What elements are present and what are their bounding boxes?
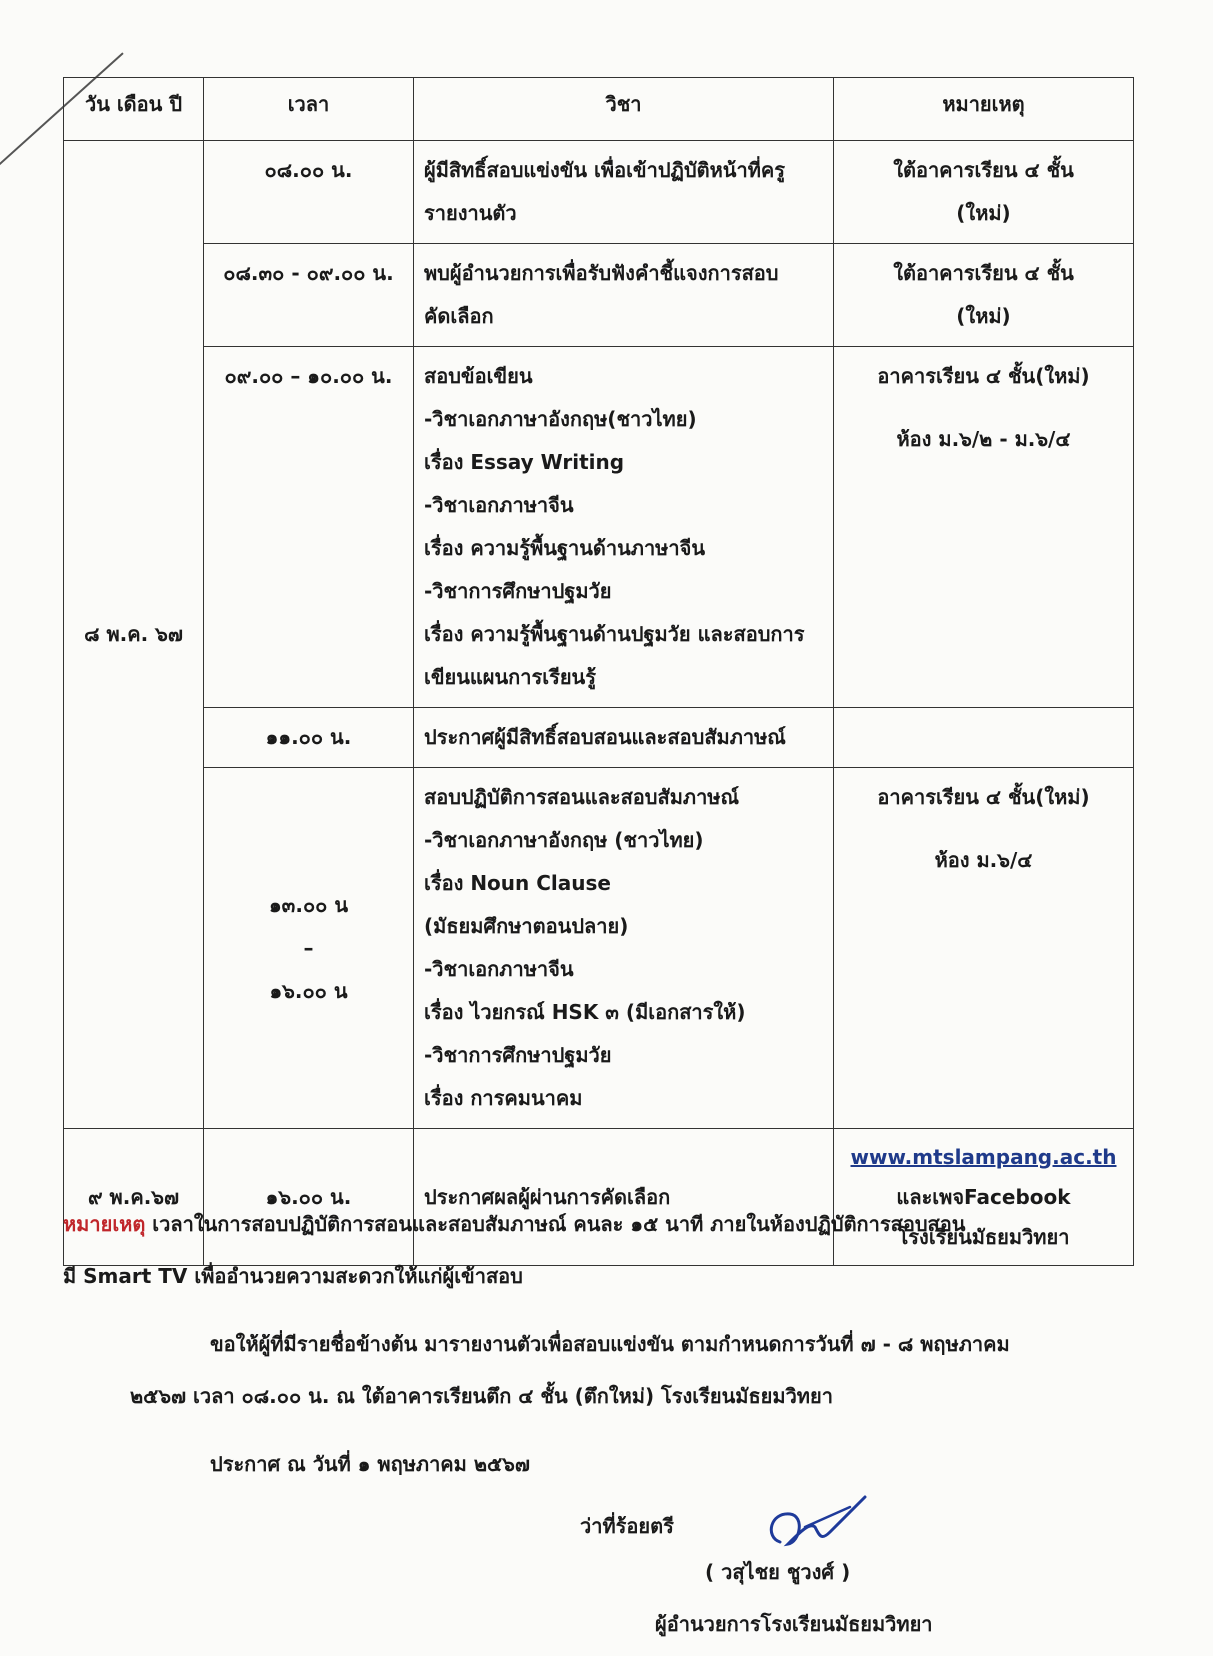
note-line: ห้อง ม.๖/๒ - ม.๖/๔ — [896, 427, 1071, 451]
subject-line: เรื่อง ความรู้พื้นฐานด้านภาษาจีน — [424, 536, 705, 560]
header-subject: วิชา — [414, 78, 834, 141]
time-line: ๑๖.๐๐ น — [269, 978, 348, 1003]
subject-line: เรื่อง ความรู้พื้นฐานด้านปฐมวัย และสอบการ — [424, 622, 805, 646]
note-line: อาคารเรียน ๔ ชั้น(ใหม่) — [877, 364, 1090, 388]
subject-cell — [414, 244, 834, 347]
website-link[interactable]: www.mtslampang.ac.th — [850, 1145, 1117, 1169]
subject-line: สอบข้อเขียน — [424, 364, 533, 388]
handwritten-signature — [760, 1492, 870, 1552]
subject-line: -วิชาเอกภาษาจีน — [424, 493, 574, 517]
time-cell — [204, 768, 414, 1129]
subject-line: เรื่อง ไวยกรณ์ HSK ๓ (มีเอกสารให้) — [424, 1000, 746, 1024]
note-line: อาคารเรียน ๔ ชั้น(ใหม่) — [877, 785, 1090, 809]
subject-cell — [414, 768, 834, 1129]
time-cell: ๐๘.๓๐ - ๐๙.๐๐ น. — [204, 244, 414, 347]
table-row — [64, 141, 1134, 244]
subject-line: เรื่อง การคมนาคม — [424, 1086, 583, 1110]
note-line: โรงเรียนมัธยมวิทยา — [897, 1225, 1070, 1249]
subject-cell — [414, 708, 834, 768]
subject-line: ประกาศผู้มีสิทธิ์สอบสอนและสอบสัมภาษณ์ — [424, 725, 786, 749]
subject-line: ผู้มีสิทธิ์สอบแข่งขัน เพื่อเข้าปฏิบัติหน้าที่ครู — [424, 158, 786, 182]
signatory-position: ผู้อำนวยการโรงเรียนมัธยมวิทยา — [655, 1612, 933, 1636]
note-cell — [834, 347, 1134, 708]
subject-cell — [414, 347, 834, 708]
time-cell: ๑๖.๐๐ น. — [204, 1129, 414, 1266]
note-cell-empty — [834, 708, 1134, 768]
schedule-table — [63, 77, 1134, 1266]
table-row — [64, 244, 1134, 347]
header-date: วัน เดือน ปี — [64, 78, 204, 141]
body-line-2: ๒๕๖๗ เวลา ๐๘.๐๐ น. ณ ใต้อาคารเรียนตึก ๔ ชั้น (ตึกใหม่) โรงเรียนมัธยมวิทยา — [130, 1384, 833, 1408]
date-cell-day2: ๙ พ.ค.๖๗ — [64, 1129, 204, 1266]
time-cell: ๐๘.๐๐ น. — [204, 141, 414, 244]
time-line: – — [303, 935, 314, 960]
table-row — [64, 708, 1134, 768]
header-note: หมายเหตุ — [834, 78, 1134, 141]
subject-line: คัดเลือก — [424, 304, 494, 328]
time-cell: ๑๑.๐๐ น. — [204, 708, 414, 768]
signatory-rank: ว่าที่ร้อยตรี — [580, 1514, 674, 1538]
subject-line: รายงานตัว — [424, 201, 517, 225]
note-line: ห้อง ม.๖/๔ — [934, 848, 1033, 872]
table-row — [64, 347, 1134, 708]
subject-line: เขียนแผนการเรียนรู้ — [424, 665, 596, 689]
subject-line: (มัธยมศึกษาตอนปลาย) — [424, 914, 629, 938]
note-line: ใต้อาคารเรียน ๔ ชั้น — [893, 261, 1074, 285]
note-cell — [834, 768, 1134, 1129]
subject-line: สอบปฏิบัติการสอนและสอบสัมภาษณ์ — [424, 785, 740, 809]
body-line-1: ขอให้ผู้ที่มีรายชื่อข้างต้น มารายงานตัวเพื่อสอบแข่งขัน ตามกำหนดการวันที่ ๗ - ๘ พฤษภาคม — [210, 1332, 1010, 1356]
note-cell — [834, 141, 1134, 244]
remark-label: หมายเหตุ — [63, 1212, 146, 1236]
subject-line: -วิชาเอกภาษาอังกฤษ(ชาวไทย) — [424, 407, 697, 431]
subject-line: -วิชาการศึกษาปฐมวัย — [424, 1043, 612, 1067]
table-header-row — [64, 78, 1134, 141]
remark-line-2: มี Smart TV เพื่ออำนวยความสะดวกให้แก่ผู้เข้าสอบ — [63, 1264, 523, 1288]
table-row — [64, 768, 1134, 1129]
note-line: (ใหม่) — [956, 201, 1011, 225]
signatory-name: ( วสุไชย ชูวงศ์ ) — [705, 1560, 851, 1584]
subject-line: -วิชาเอกภาษาจีน — [424, 957, 574, 981]
subject-line: เรื่อง Noun Clause — [424, 871, 611, 895]
announce-date: ประกาศ ณ วันที่ ๑ พฤษภาคม ๒๕๖๗ — [210, 1452, 530, 1476]
time-line: ๑๓.๐๐ น — [268, 892, 348, 917]
time-cell: ๐๙.๐๐ – ๑๐.๐๐ น. — [204, 347, 414, 708]
note-line: ใต้อาคารเรียน ๔ ชั้น — [893, 158, 1074, 182]
remark-text: เวลาในการสอบปฏิบัติการสอนและสอบสัมภาษณ์ คนละ ๑๕ นาที ภายในห้องปฏิบัติการสอบสอน — [145, 1212, 966, 1236]
subject-line: -วิชาเอกภาษาอังกฤษ (ชาวไทย) — [424, 828, 704, 852]
header-time: เวลา — [204, 78, 414, 141]
date-cell-day1: ๘ พ.ค. ๖๗ — [64, 141, 204, 1129]
note-line: และเพจFacebook — [896, 1185, 1071, 1209]
subject-cell — [414, 141, 834, 244]
subject-line: -วิชาการศึกษาปฐมวัย — [424, 579, 612, 603]
remark-block — [63, 1198, 1143, 1302]
remark-line-1 — [63, 1198, 1143, 1250]
subject-line: ประกาศผลผู้ผ่านการคัดเลือก — [424, 1184, 671, 1209]
note-line: (ใหม่) — [956, 304, 1011, 328]
note-cell — [834, 244, 1134, 347]
subject-line: เรื่อง Essay Writing — [424, 450, 625, 474]
subject-line: พบผู้อำนวยการเพื่อรับฟังคำชี้แจงการสอบ — [424, 261, 779, 285]
